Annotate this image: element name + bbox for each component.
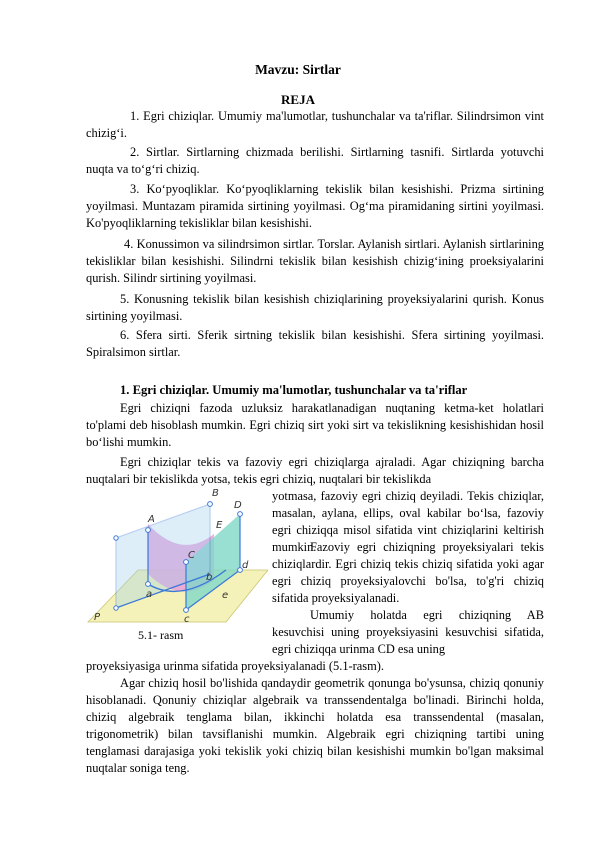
plan-item-5: 5. Konusning tekislik bilan kesishish chiziqlarining proyeksiyalarini qurish. Konus sirtining yoyilmasi. — [86, 292, 544, 323]
figure-5-1 — [86, 472, 268, 650]
paragraph-2: Egri chiziqlar tekis va fazoviy egri chiziqlarga ajraladi. Agar chiziqning barcha nuqtalari bir tekislikda yotsa, tekis egri chiziq, nuqtalari bir tekislikda — [86, 455, 544, 486]
paragraph-4-end: proyeksiyasiga urinma sifatida proyeksiyalanadi (5.1-rasm). — [86, 659, 384, 673]
label-b: b — [206, 572, 213, 583]
paragraph-1: Egri chiziqni fazoda uzluksiz harakatlanadigan nuqtaning ketma-ket holatlari to'plami deb hisoblash mumkin. Egri chiziq sirt yoki sirt va tekislikning kesishishidan hosil bo‘lishi mumkin. — [86, 401, 544, 449]
label-P: P — [94, 612, 101, 623]
figure-caption: 5.1- rasm — [138, 628, 184, 642]
plan-item-1: 1. Egri chiziqlar. Umumiy ma'lumotlar, tushunchalar va ta'riflar. Silindrsimon vint chizig‘i. — [86, 109, 544, 140]
page-title: Mavzu: Sirtlar — [255, 62, 341, 77]
label-C: C — [188, 550, 195, 561]
plan-item-6: 6. Sfera sirti. Sferik sirtning tekislik bilan kesishishi. Sfera sirtining yoyilmasi. Spiralsimon sirtlar. — [86, 328, 544, 359]
label-a: a — [146, 589, 153, 600]
label-d: d — [242, 560, 249, 571]
point-d — [238, 512, 243, 517]
plan-item-3: 3. Ko‘pyoqliklar. Ko‘pyoqliklarning tekislik bilan kesishishi. Prizma sirtining yoyilmasi. Muntazam piramida sirtining yoyilmasi. Og‘ma piramidaning sirtini yoyilmasi. Ko'pyoqliklarning tekisliklar bilan kesishishi. — [86, 182, 544, 230]
plan-heading: REJA — [281, 92, 315, 107]
paragraph-2-continued: yotmasa, fazoviy egri chiziq deyiladi. Tekis chiziqlar, masalan, aylana, ellips, oval kabilar bo‘lsa, fazoviy egri chiziqqa misol sifatida vint chiziqlarini keltirish mumkin. — [272, 489, 544, 554]
paragraph-3: Fazoviy egri chiziqning proyeksiyalari tekis chiziqlardir. Egri chiziq tekis chiziq sifatida yoki agar egri chiziq proyeksiyalovchi bo'lsa, to'g'ri chiziq sifatida proyeksiyalanadi. — [272, 540, 544, 605]
section-heading: 1. Egri chiziqlar. Umumiy ma'lumotlar, tushunchalar va ta'riflar — [120, 383, 468, 397]
label-E: E — [216, 520, 223, 531]
label-e: e — [222, 590, 229, 601]
paragraph-4: Umumiy holatda egri chiziqning AB kesuvchisi uning proyeksiyasini kesuvchisi sifatida, egri chiziqqa urinma CD esa uning — [272, 608, 544, 656]
point-a-upper — [146, 528, 151, 533]
paragraph-5: Agar chiziq hosil bo'lishida qandaydir geometrik qonunga bo'ysunsa, chiziq qonuniy hisoblanadi. Qonuniy chiziqlar algebraik va transsendentalga bo'linadi. Birinchi holda, chiziq algebraik tenglama bilan, ikkinchi holatda esa transsendental (masalan, trigonometrik) bilan tavsiflanishi mumkin. Algebraik egri chiziqning tartibi uning tenglamasi darajasiga yoki tekislik yoki chiziq bilan kesishishi mumkin bo'lgan maksimal nuqtalar soniga teng. — [86, 676, 544, 775]
label-B: B — [212, 488, 219, 499]
plan-item-4: 4. Konussimon va silindrsimon sirtlar. Torslar. Aylanish sirtlari. Aylanish sirtlarining tekisliklar bilan kesishishi. Silindrni tekislik bilan kesishish chizig‘ining proeksiyalarini qurish. Silindr sirtining yoyilmasi. — [86, 237, 544, 285]
point-a-lower — [146, 582, 151, 587]
point-b — [208, 502, 213, 507]
corner-2 — [114, 606, 118, 610]
label-D: D — [234, 500, 242, 511]
label-A: A — [148, 514, 155, 525]
corner-1 — [114, 536, 118, 540]
point-c-lower — [184, 608, 189, 613]
curve-projection-diagram — [86, 472, 268, 650]
label-c: c — [184, 614, 190, 625]
plan-item-2: 2. Sirtlar. Sirtlarning chizmada berilishi. Sirtlarning tasnifi. Sirtlarda yotuvchi nuqta va to‘g‘ri chiziq. — [86, 145, 544, 176]
